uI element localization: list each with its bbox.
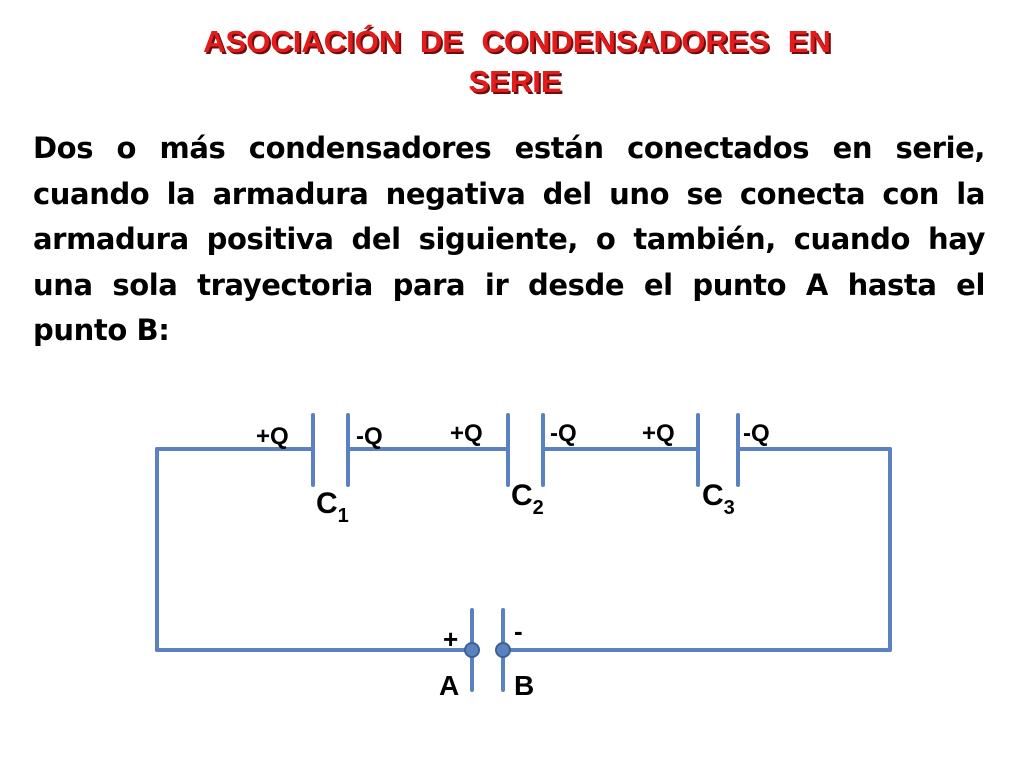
terminal-b-node	[496, 643, 510, 657]
c1-subscript: 1	[337, 505, 349, 527]
terminal-a-node	[465, 643, 479, 657]
body-paragraph: Dos o más condensadores están conectados en serie, cuando la armadura negativa del uno se conecta con la armadura positiva del siguiente, o también, cuando hay una sola trayectoria para ir desde el punto A hasta el punto B:	[33, 131, 985, 347]
c3-subscript: 3	[723, 497, 735, 519]
terminal-b-sign: -	[514, 616, 523, 646]
c2-charge-minus: -Q	[550, 420, 577, 447]
c3-charge-minus: -Q	[743, 420, 770, 447]
c1-charge-minus: -Q	[356, 423, 383, 450]
c1-charge-plus: +Q	[256, 423, 289, 450]
c2-charge-plus: +Q	[450, 420, 483, 447]
c2-name: C	[511, 479, 533, 512]
terminal-a-sign: +	[443, 624, 459, 654]
terminal-a-label: A	[439, 670, 460, 701]
title-line-1: ASOCIACIÓN DE CONDENSADORES EN	[203, 24, 831, 59]
c2-subscript: 2	[532, 497, 544, 519]
title-line-2: SERIE	[468, 64, 562, 99]
c1-label	[316, 487, 349, 527]
c3-label	[702, 479, 735, 519]
c2-label	[511, 479, 544, 519]
c3-name: C	[702, 479, 724, 512]
terminal-b-label: B	[514, 670, 535, 701]
c3-charge-plus: +Q	[642, 420, 675, 447]
c1-name: C	[316, 487, 338, 520]
